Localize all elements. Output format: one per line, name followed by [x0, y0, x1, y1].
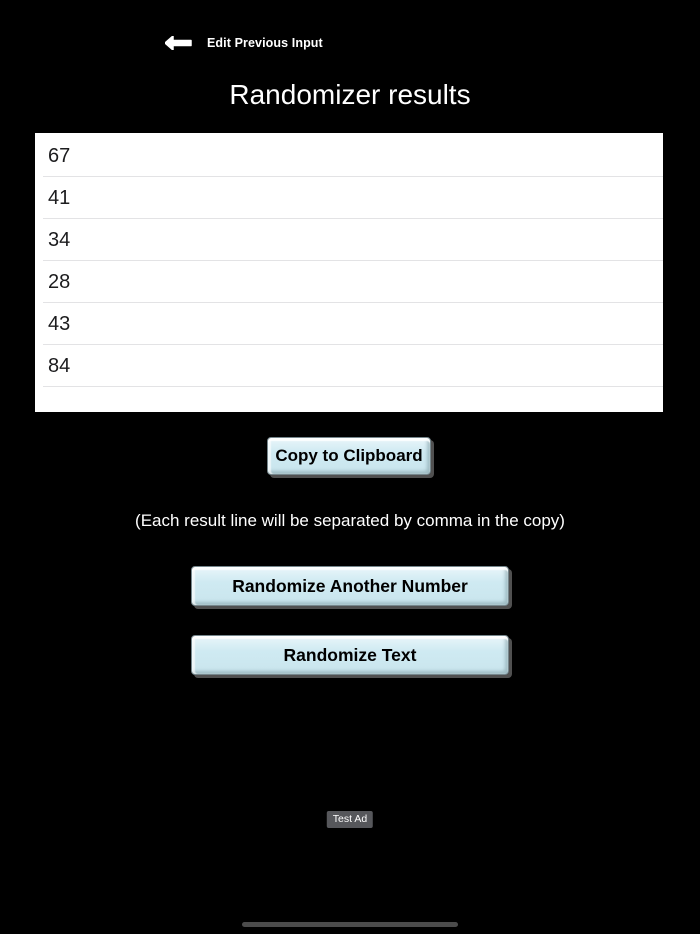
- result-value: 84: [48, 354, 71, 377]
- randomize-another-number-button[interactable]: Randomize Another Number: [191, 566, 509, 606]
- result-row: [35, 135, 663, 177]
- result-value: 34: [48, 228, 71, 251]
- back-button[interactable]: [165, 36, 323, 50]
- result-row: [35, 303, 663, 345]
- result-row: [35, 219, 663, 261]
- result-value: 41: [48, 186, 71, 209]
- copy-to-clipboard-button[interactable]: Copy to Clipboard: [267, 437, 431, 475]
- test-ad-badge: Test Ad: [327, 811, 373, 828]
- result-row: [35, 261, 663, 303]
- results-list[interactable]: [35, 133, 663, 412]
- result-value: 28: [48, 270, 71, 293]
- result-value: 67: [48, 144, 71, 167]
- page-title: Randomizer results: [229, 79, 471, 110]
- back-arrow-icon: [165, 36, 192, 50]
- result-row: [35, 177, 663, 219]
- result-row: [35, 345, 663, 387]
- copy-note: (Each result line will be separated by comma in the copy): [135, 511, 565, 530]
- randomize-text-button[interactable]: Randomize Text: [191, 635, 509, 675]
- home-indicator[interactable]: [242, 922, 458, 927]
- back-button-label: Edit Previous Input: [207, 36, 323, 50]
- result-value: 43: [48, 312, 71, 335]
